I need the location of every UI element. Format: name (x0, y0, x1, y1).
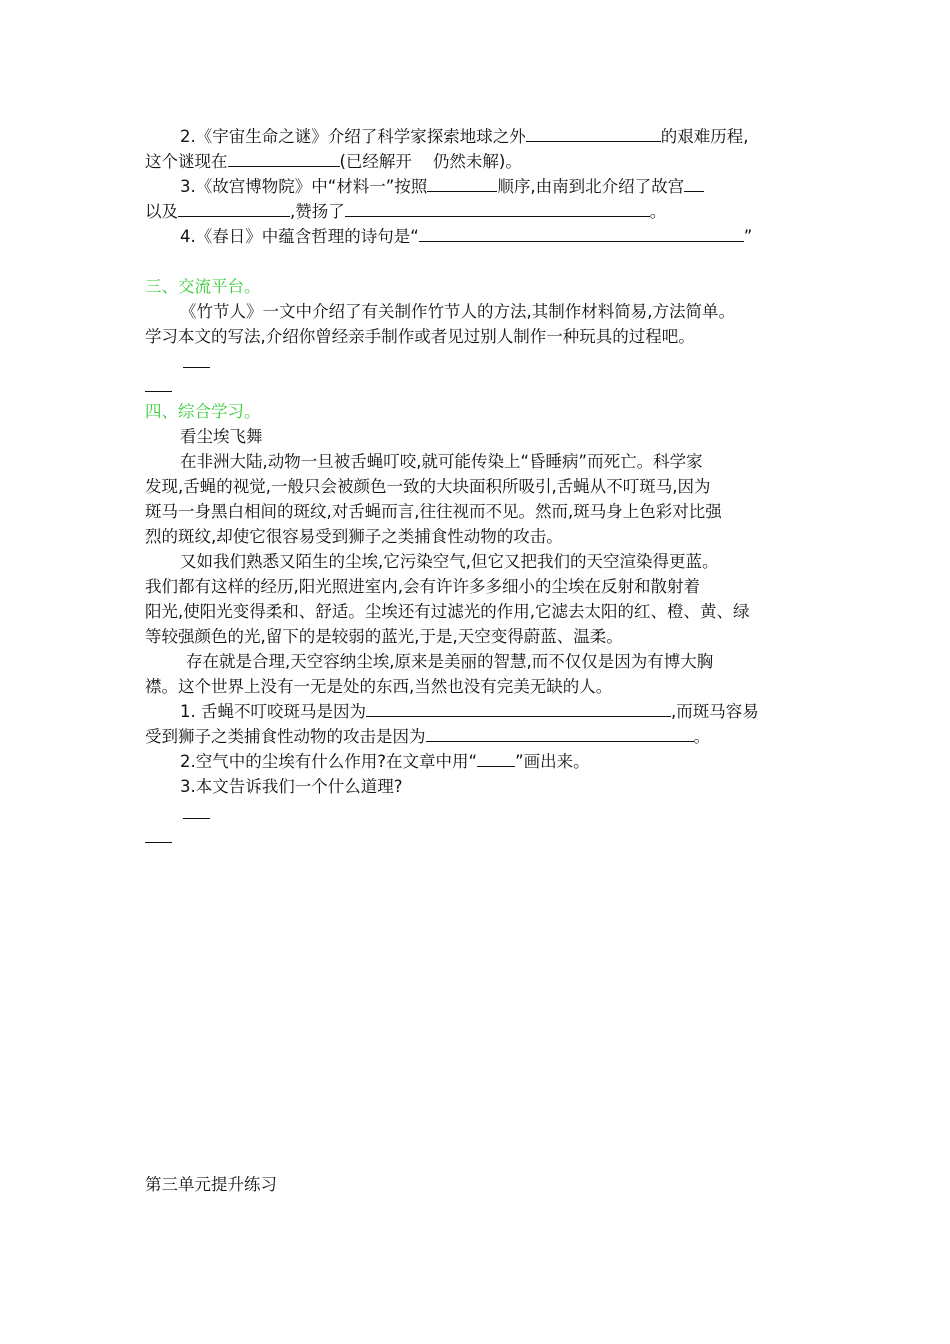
answer-blank[interactable] (366, 700, 671, 717)
article-line: 又如我们熟悉又陌生的尘埃,它污染空气,但它又把我们的天空渲染得更蓝。 (180, 552, 719, 571)
q2-text-d: (已经解开 仍然未解)。 (339, 152, 522, 171)
question-3-cont (145, 200, 666, 224)
s4-q1-text-b: ,而斑马容易 (671, 702, 759, 721)
article-line: 我们都有这样的经历,阳光照进室内,会有许许多多细小的尘埃在反射和散射着 (145, 577, 700, 596)
section-4-heading: 四、综合学习。 (145, 402, 261, 421)
article-line: 发现,舌蝇的视觉,一般只会被颜色一致的大块面积所吸引,舌蝇从不叮斑马,因为 (145, 477, 711, 496)
q3-text-e: 。 (649, 202, 667, 221)
question-2 (180, 125, 749, 149)
question-3 (180, 175, 704, 199)
answer-blank[interactable] (228, 150, 340, 167)
s4-question-3: 3.本文告诉我们一个什么道理? (180, 777, 403, 796)
s4-q1-text-a: 1. 舌蝇不叮咬斑马是因为 (180, 702, 366, 721)
q3-text-d: ,赞扬了 (290, 202, 345, 221)
q2-text-a: 2.《宇宙生命之谜》介绍了科学家探索地球之外 (180, 127, 526, 146)
article-line: 斑马一身黑白相间的斑纹,对舌蝇而言,往往视而不见。然而,斑马身上色彩对比强 (145, 502, 722, 521)
answer-blank[interactable] (178, 200, 290, 217)
s4-q1-text-c: 受到狮子之类捕食性动物的攻击是因为 (145, 727, 426, 746)
answer-blank[interactable] (345, 200, 650, 217)
s4-question-1 (180, 700, 759, 724)
q4-text-a: 4.《春日》中蕴含哲理的诗句是“ (180, 227, 419, 246)
s4-question-1-cont (145, 725, 710, 749)
answer-line[interactable] (183, 367, 210, 368)
article-line: 在非洲大陆,动物一旦被舌蝇叮咬,就可能传染上“昏睡病”而死亡。科学家 (180, 452, 703, 471)
answer-line[interactable] (183, 818, 210, 819)
answer-line[interactable] (145, 391, 172, 392)
article-line: 等较强颜色的光,留下的是较弱的蓝光,于是,天空变得蔚蓝、温柔。 (145, 627, 623, 646)
answer-blank[interactable] (427, 175, 497, 192)
section-3-heading: 三、交流平台。 (145, 277, 261, 296)
q3-text-b: 顺序,由南到北介绍了故宫 (497, 177, 685, 196)
q3-text-a: 3.《故宫博物院》中“材料一”按照 (180, 177, 428, 196)
section-3-paragraph-line: 《竹节人》一文中介绍了有关制作竹节人的方法,其制作材料简易,方法简单。 (180, 302, 735, 321)
article-line: 襟。这个世界上没有一无是处的东西,当然也没有完美无缺的人。 (145, 677, 613, 696)
q4-text-b: ” (743, 227, 753, 246)
unit-title: 第三单元提升练习 (145, 1175, 277, 1194)
answer-blank[interactable] (419, 225, 744, 242)
answer-blank[interactable] (477, 750, 515, 767)
q2-text-b: 的艰难历程, (660, 127, 749, 146)
section-3-paragraph-line: 学习本文的写法,介绍你曾经亲手制作或者见过别人制作一种玩具的过程吧。 (145, 327, 695, 346)
s4-q1-text-d: 。 (693, 727, 710, 746)
s4-q2-text-a: 2.空气中的尘埃有什么作用?在文章中用“ (180, 752, 478, 771)
answer-line[interactable] (145, 842, 172, 843)
answer-blank[interactable] (684, 175, 704, 192)
q3-text-c: 以及 (145, 202, 178, 221)
question-2-cont (145, 150, 522, 174)
article-line: 烈的斑纹,却使它很容易受到狮子之类捕食性动物的攻击。 (145, 527, 563, 546)
s4-q2-text-b: ”画出来。 (515, 752, 590, 771)
question-4 (180, 225, 752, 249)
answer-blank[interactable] (526, 125, 661, 142)
article-line: 阳光,使阳光变得柔和、舒适。尘埃还有过滤光的作用,它滤去太阳的红、橙、黄、绿 (145, 602, 750, 621)
s4-question-2 (180, 750, 590, 774)
answer-blank[interactable] (426, 725, 694, 742)
article-line: 存在就是合理,天空容纳尘埃,原来是美丽的智慧,而不仅仅是因为有博大胸 (186, 652, 714, 671)
q2-text-c: 这个谜现在 (145, 152, 228, 171)
article-title: 看尘埃飞舞 (180, 427, 263, 446)
